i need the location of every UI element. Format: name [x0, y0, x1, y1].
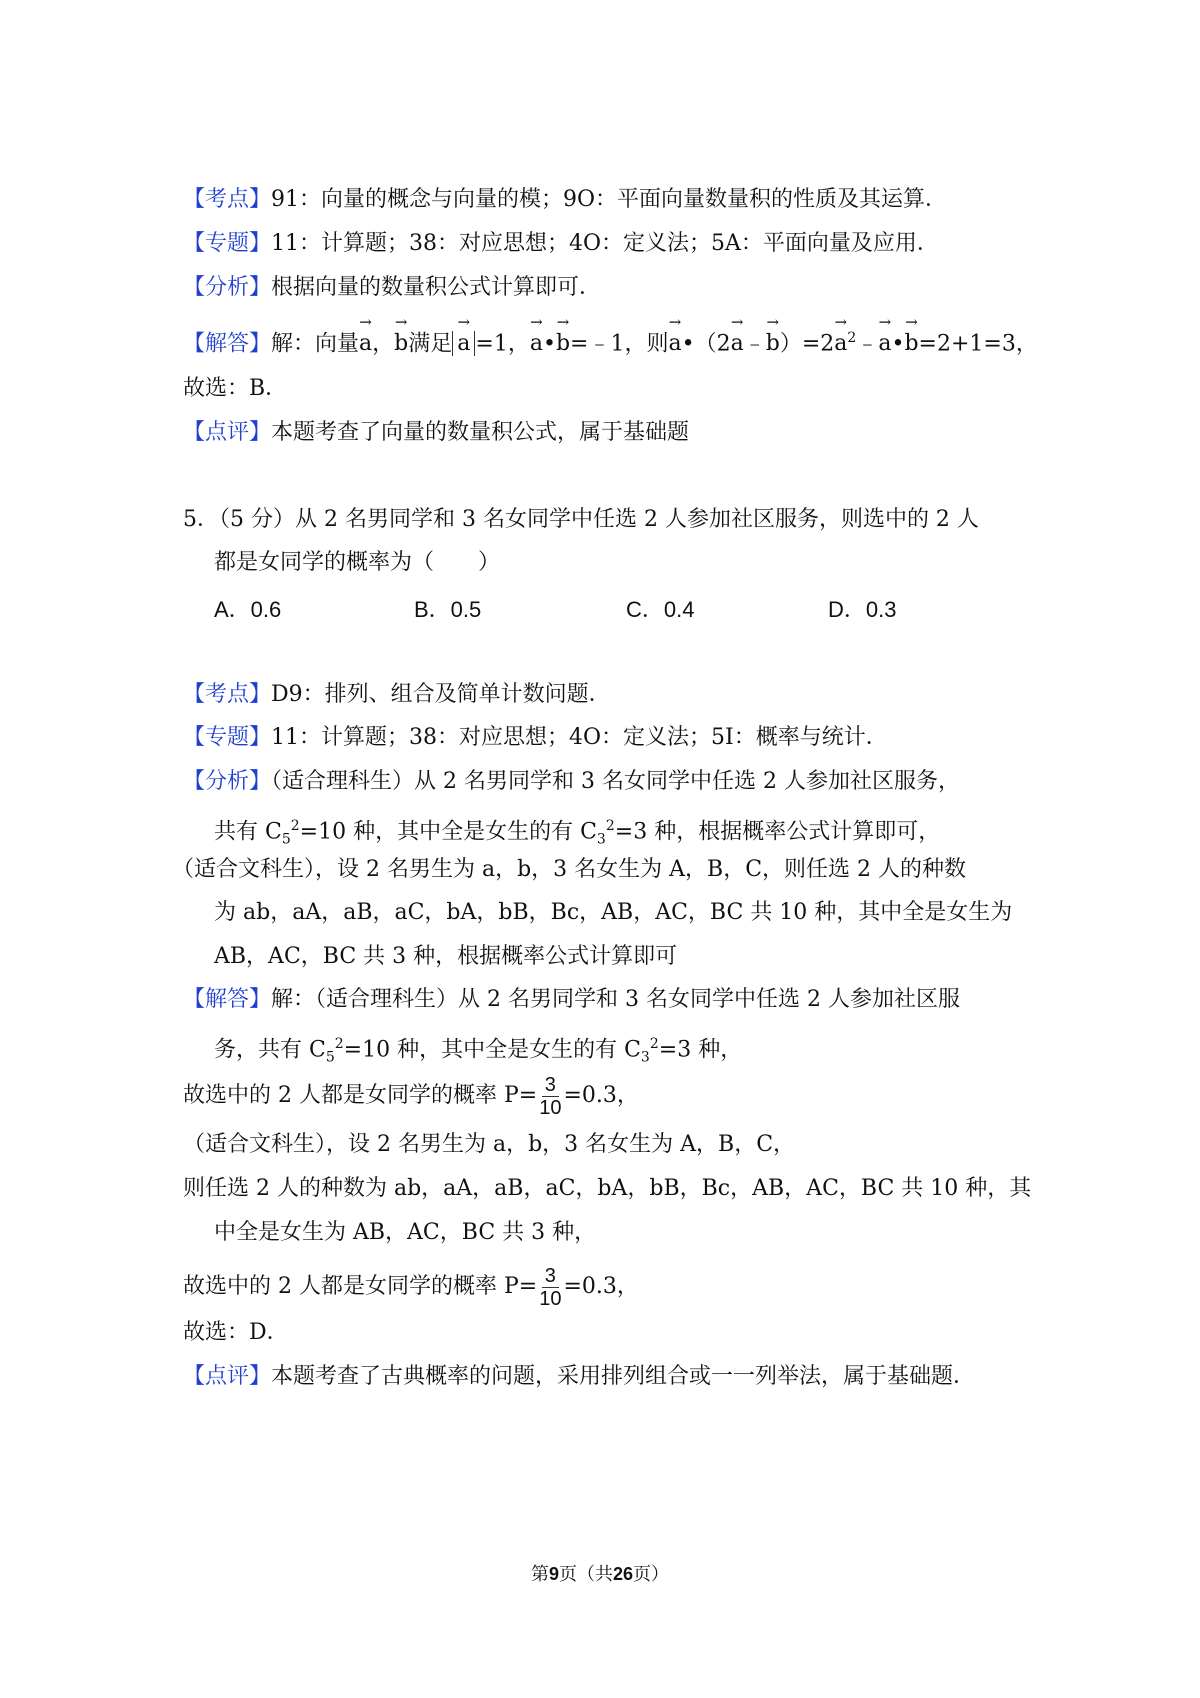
tag-fenxi: 【分析】 [183, 275, 272, 300]
vector-a: → a [457, 323, 470, 359]
tag-jieda: 【解答】 [183, 331, 272, 357]
option-b: B．0.5 [414, 597, 482, 622]
q5-kaodian [183, 680, 611, 710]
q5-prob-line1 [183, 1072, 639, 1120]
q4-jieda-text: 满足 [408, 331, 453, 357]
q5-guxuan: 故选：D． [183, 1320, 289, 1345]
q5-jieda-text: =10 种，其中全是女生的有 C [343, 1037, 641, 1063]
q5-jieda-line5: 则任选 2 人的种数为 ab，aA，aB，aC，bA，bB，Bc，AB，AC，BC 共 10 种，其 [183, 1176, 1032, 1201]
q4-kaodian-text: 91：向量的概念与向量的模；9O：平面向量数量积的性质及其运算． [271, 187, 948, 212]
q4-zhuanti-text: 11：计算题；38：对应思想；4O：定义法；5A：平面向量及应用． [271, 231, 939, 256]
q5-stem-line2: 都是女同学的概率为（ ） [214, 550, 501, 575]
q5-zhuanti [183, 723, 888, 753]
q5-fenxi-line4: 为 ab，aA，aB，aC，bA，bB，Bc，AB，AC，BC 共 10 种，其中全是女生为 [214, 900, 1013, 925]
fraction-denominator: 10 [539, 1287, 562, 1310]
option-c: C．0.4 [626, 597, 695, 622]
prob-suffix: =0.3， [563, 1083, 639, 1108]
q4-kaodian [183, 185, 947, 215]
q4-jieda-text: =1， [475, 331, 530, 357]
prob-prefix: 故选中的 2 人都是女同学的概率 P= [183, 1274, 538, 1299]
footer-text: 页（共 [558, 1564, 613, 1585]
q4-zhuanti [183, 229, 939, 259]
combination-superscript: 2 [649, 1036, 659, 1052]
page-number: 9 [548, 1564, 559, 1584]
vector-a: → a [530, 323, 543, 359]
q5-dianping-text: 本题考查了古典概率的问题，采用排列组合或一一列举法，属于基础题． [271, 1364, 976, 1389]
prob-prefix: 故选中的 2 人都是女同学的概率 P= [183, 1083, 538, 1108]
vector-a: → a [668, 323, 681, 359]
combination-subscript: 5 [325, 1049, 335, 1066]
tag-fenxi: 【分析】 [183, 769, 272, 794]
q4-jieda-text: •（2 [681, 331, 731, 357]
tag-jieda: 【解答】 [183, 987, 272, 1012]
q5-fenxi-line5: AB，AC，BC 共 3 种，根据概率公式计算即可 [214, 944, 678, 969]
tag-zhuanti: 【专题】 [183, 231, 272, 256]
vector-a: → a [359, 323, 372, 359]
vector-b: → b [766, 323, 780, 359]
vector-b: → b [394, 323, 408, 359]
combination-subscript: 5 [281, 831, 291, 848]
q4-jieda-text: =2+1=3， [918, 331, 1038, 357]
q4-guxuan: 故选：B． [183, 376, 288, 401]
q4-fenxi [183, 273, 601, 303]
q5-fenxi-text: =10 种，其中全是女生的有 C [299, 819, 597, 845]
q4-dianping-text: 本题考查了向量的数量积公式，属于基础题 [271, 420, 690, 445]
q5-fenxi-text: =3 种，根据概率公式计算即可， [614, 819, 941, 845]
fraction [539, 1074, 561, 1119]
fraction-numerator: 3 [542, 1265, 559, 1288]
q5-fenxi-line2 [214, 811, 940, 855]
q4-jieda-text: ， [372, 331, 395, 357]
combination-subscript: 3 [640, 1049, 650, 1066]
tag-zhuanti: 【专题】 [183, 725, 272, 750]
q5-jieda-text: 解：（适合理科生）从 2 名男同学和 3 名女同学中任选 2 人参加社区服 [271, 987, 960, 1012]
combination-superscript: 2 [290, 818, 300, 834]
q4-dianping [183, 418, 689, 448]
q4-jieda-text: ﹣ [856, 331, 879, 357]
q5-jieda-line6: 中全是女生为 AB，AC，BC 共 3 种， [214, 1220, 597, 1245]
q5-fenxi-line3: （适合文科生），设 2 名男生为 a，b，3 名女生为 A，B，C，则任选 2 人的种数 [172, 857, 967, 882]
tag-kaodian: 【考点】 [183, 682, 272, 707]
abs-a [452, 331, 475, 356]
square-exponent: 2 [847, 330, 857, 346]
q4-fenxi-text: 根据向量的数量积公式计算即可． [271, 275, 602, 300]
q4-jieda-text: 解：向量 [271, 331, 360, 357]
prob-suffix: =0.3， [563, 1274, 639, 1299]
footer-text: 页） [633, 1564, 670, 1585]
tag-dianping: 【点评】 [183, 1364, 272, 1389]
combination-superscript: 2 [334, 1036, 344, 1052]
q5-jieda-text: =3 种， [658, 1037, 743, 1063]
q5-fenxi [183, 767, 960, 797]
q4-jieda-text: =﹣1，则 [570, 331, 669, 357]
option-d: D．0.3 [828, 597, 897, 622]
total-pages: 26 [612, 1564, 634, 1584]
q5-zhuanti-text: 11：计算题；38：对应思想；4O：定义法；5I：概率与统计． [271, 725, 888, 750]
q5-dianping [183, 1362, 975, 1392]
q4-jieda-text: ﹣ [743, 331, 766, 357]
option-a: A．0.6 [214, 597, 282, 622]
q5-jieda-line4: （适合文科生），设 2 名男生为 a，b，3 名女生为 A，B，C， [183, 1132, 796, 1157]
tag-dianping: 【点评】 [183, 420, 272, 445]
vector-b: → b [556, 323, 570, 359]
q4-jieda-text: ）=2 [779, 331, 835, 357]
q5-fenxi-text: 共有 C [214, 819, 282, 845]
footer-text: 第 [530, 1564, 549, 1585]
fraction-denominator: 10 [539, 1096, 562, 1119]
q5-jieda [183, 985, 960, 1015]
q5-fenxi-text: （适合理科生）从 2 名男同学和 3 名女同学中任选 2 人参加社区服务， [271, 769, 960, 794]
vector-a: → a [878, 323, 891, 359]
fraction [539, 1265, 561, 1310]
vector-b: → b [904, 323, 918, 359]
q4-jieda: 【解答】解：向量→ a，→ b满足→ a =1，→ a•→ b=﹣1，则→ a•（2→ a﹣→ $b)=2\to a^2﹣\to$ a•→ b=2+1=3， [183, 323, 1038, 359]
vector-a: → a [834, 323, 847, 359]
q5-prob-line2 [183, 1263, 639, 1311]
tag-kaodian: 【考点】 [183, 187, 272, 212]
q5-jieda-text: 务，共有 C [214, 1037, 326, 1063]
q5-kaodian-text: D9：排列、组合及简单计数问题． [271, 682, 611, 707]
combination-superscript: 2 [605, 818, 615, 834]
combination-subscript: 3 [596, 831, 606, 848]
q5-stem-line1: 5．（5 分）从 2 名男同学和 3 名女同学中任选 2 人参加社区服务，则选中的 2 人 [183, 507, 979, 532]
fraction-numerator: 3 [542, 1074, 559, 1097]
vector-a: → a [731, 323, 744, 359]
q5-jieda-line2 [214, 1029, 742, 1073]
page-footer [0, 1560, 1200, 1586]
